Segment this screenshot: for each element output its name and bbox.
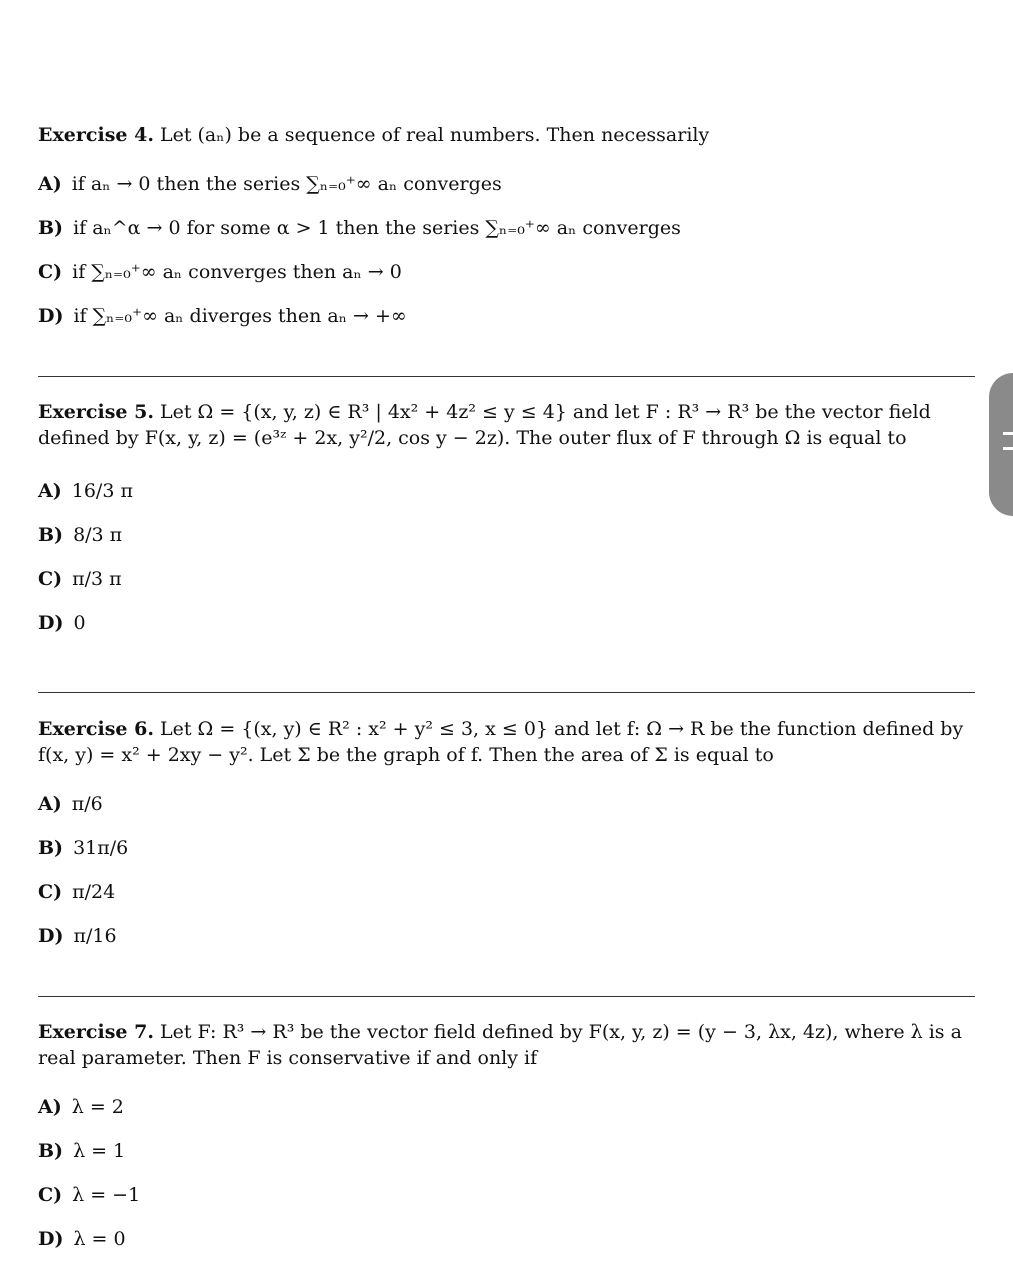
menu-icon	[1003, 432, 1013, 435]
exercise-7-statement: Exercise 7. Let F: R³ → R³ be the vector field defined by F(x, y, z) = (y − 3, λx, 4z), where λ is a real parameter. Then F is conservative if and only if	[38, 1021, 962, 1069]
option-b[interactable]: B) if aₙ^α → 0 for some α > 1 then the series ∑ₙ₌₀⁺∞ aₙ converges	[38, 217, 681, 239]
exercise-6	[38, 716, 975, 958]
option-d[interactable]: D) if ∑ₙ₌₀⁺∞ aₙ diverges then aₙ → +∞	[38, 305, 407, 327]
menu-icon-bar	[1003, 447, 1013, 450]
side-panel-tab[interactable]	[989, 373, 1013, 516]
option-c[interactable]: C) π/24	[38, 881, 116, 903]
exercise-4-statement: Exercise 4. Let (aₙ) be a sequence of real numbers. Then necessarily	[38, 124, 710, 146]
option-c[interactable]: C) π/3 π	[38, 568, 122, 590]
divider	[38, 996, 975, 997]
option-a[interactable]: A) λ = 2	[38, 1096, 124, 1118]
option-b[interactable]: B) 8/3 π	[38, 524, 123, 546]
exercise-7-options	[38, 1085, 975, 1261]
exercise-6-options	[38, 782, 975, 958]
option-d[interactable]: D) λ = 0	[38, 1228, 126, 1250]
exercise-6-statement: Exercise 6. Let Ω = {(x, y) ∈ R² : x² + y² ≤ 3, x ≤ 0} and let f: Ω → R be the function defined by f(x, y) = x² + 2xy − y². Let Σ be the graph of f. Then the area of Σ is equal to	[38, 718, 964, 766]
option-a[interactable]: A) 16/3 π	[38, 480, 133, 502]
option-c[interactable]: C) if ∑ₙ₌₀⁺∞ aₙ converges then aₙ → 0	[38, 261, 402, 283]
exercise-4-options	[38, 162, 975, 338]
option-b[interactable]: B) λ = 1	[38, 1140, 126, 1162]
divider	[38, 376, 975, 377]
option-d[interactable]: D) 0	[38, 612, 86, 634]
exercise-5	[38, 399, 975, 645]
divider	[38, 692, 975, 693]
exercise-4	[38, 122, 975, 338]
option-c[interactable]: C) λ = −1	[38, 1184, 141, 1206]
option-d[interactable]: D) π/16	[38, 925, 117, 947]
option-b[interactable]: B) 31π/6	[38, 837, 129, 859]
exercise-5-options	[38, 469, 975, 645]
option-a[interactable]: A) if aₙ → 0 then the series ∑ₙ₌₀⁺∞ aₙ converges	[38, 173, 502, 195]
option-a[interactable]: A) π/6	[38, 793, 103, 815]
exercise-5-statement: Exercise 5. Let Ω = {(x, y, z) ∈ R³ | 4x² + 4z² ≤ y ≤ 4} and let F : R³ → R³ be the vector field defined by F(x, y, z) = (e³ᶻ + 2x, y²/2, cos y − 2z). The outer flux of F through Ω is equal to	[38, 401, 931, 449]
exercise-7	[38, 1019, 975, 1261]
